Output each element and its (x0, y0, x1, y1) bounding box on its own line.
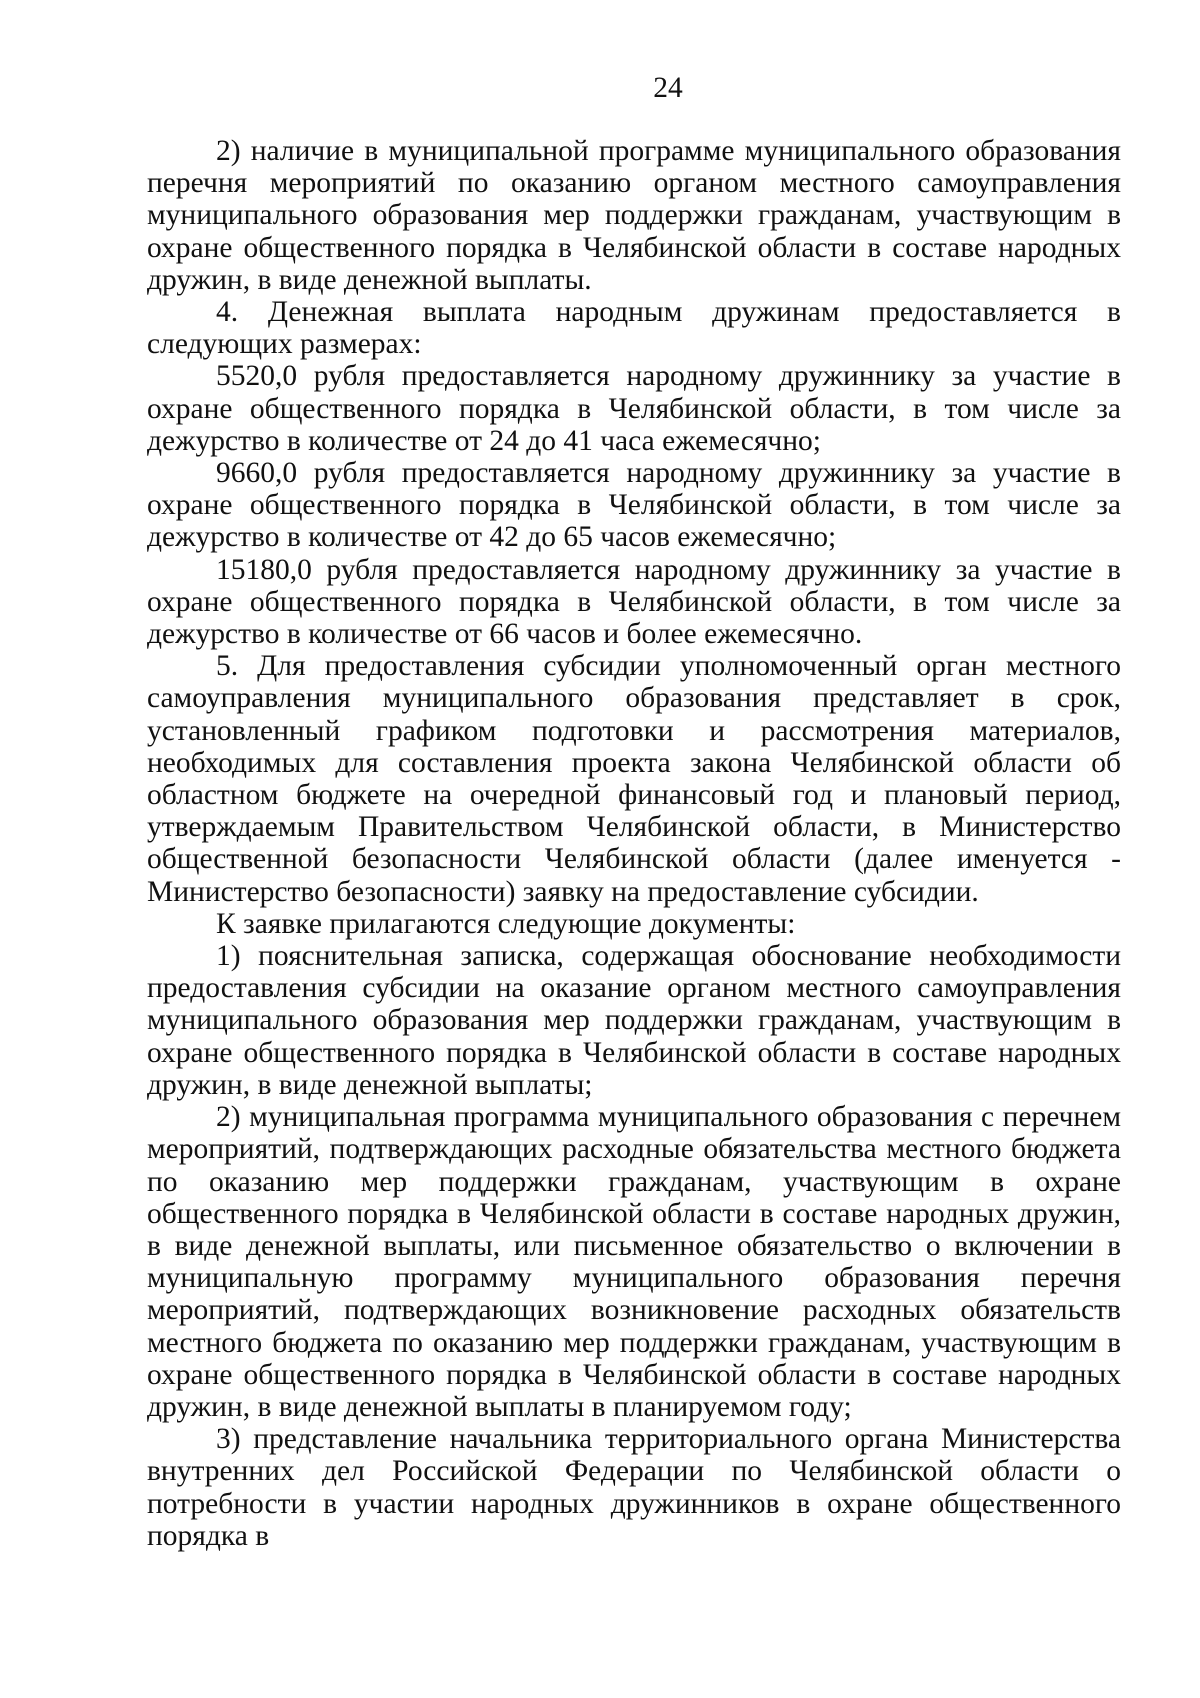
paragraph-payment-15180: 15180,0 рубля предоставляется народному дружиннику за участие в охране общественного порядка в Челябинской области, в том числе за дежурство в количестве от 66 часов и более ежемесячно. (147, 553, 1121, 651)
document-body (147, 135, 1121, 1552)
paragraph-payment-5520: 5520,0 рубля предоставляется народному дружиннику за участие в охране общественного порядка в Челябинской области, в том числе за дежурство в количестве от 24 до 41 часа ежемесячно; (147, 360, 1121, 457)
paragraph-doc-3-police-submission: 3) представление начальника территориального органа Министерства внутренних дел Российской Федерации по Челябинской области о потребности в участии народных дружинников в охране общественного порядка в (147, 1423, 1121, 1552)
page-number: 24 (653, 72, 683, 104)
paragraph-doc-2-municipal-program: 2) муниципальная программа муниципального образования с перечнем мероприятий, подтверждающих расходные обязательства местного бюджета по оказанию мер поддержки гражданам, участвующим в охране общественного порядка в Челябинской области в составе народных дружин, в виде денежной выплаты, или письменное обязательство о включении в муниципальную программу муниципального образования перечня мероприятий, подтверждающих возникновение расходных обязательств местного бюджета по оказанию мер поддержки гражданам, участвующим в охране общественного порядка в Челябинской области в составе народных дружин, в виде денежной выплаты в планируемом году; (147, 1101, 1121, 1423)
paragraph-doc-1-explanatory-note: 1) пояснительная записка, содержащая обоснование необходимости предоставления субсидии на оказание органом местного самоуправления муниципального образования мер поддержки гражданам, участвующим в охране общественного порядка в Челябинской области в составе народных дружин, в виде денежной выплаты; (147, 940, 1121, 1101)
paragraph-item-2-municipal-program: 2) наличие в муниципальной программе муниципального образования перечня мероприятий по оказанию органом местного самоуправления муниципального образования мер поддержки гражданам, участвующим в охране общественного порядка в Челябинской области в составе народных дружин, в виде денежной выплаты. (147, 135, 1121, 296)
paragraph-payment-9660: 9660,0 рубля предоставляется народному дружиннику за участие в охране общественного порядка в Челябинской области, в том числе за дежурство в количестве от 42 до 65 часов ежемесячно; (147, 457, 1121, 554)
paragraph-attached-documents: К заявке прилагаются следующие документы: (216, 907, 796, 940)
paragraph-5-subsidy-application: 5. Для предоставления субсидии уполномоченный орган местного самоуправления муниципального образования представляет в срок, установленный графиком подготовки и рассмотрения материалов, необходимых для составления проекта закона Челябинской области об областном бюджете на очередной финансовый год и плановый период, утверждаемым Правительством Челябинской области, в Министерство общественной безопасности Челябинской области (далее именуется - Министерство безопасности) заявку на предоставление субсидии. (147, 650, 1121, 908)
paragraph-4-payment-amounts: 4. Денежная выплата народным дружинам предоставляется в следующих размерах: (147, 296, 1121, 361)
